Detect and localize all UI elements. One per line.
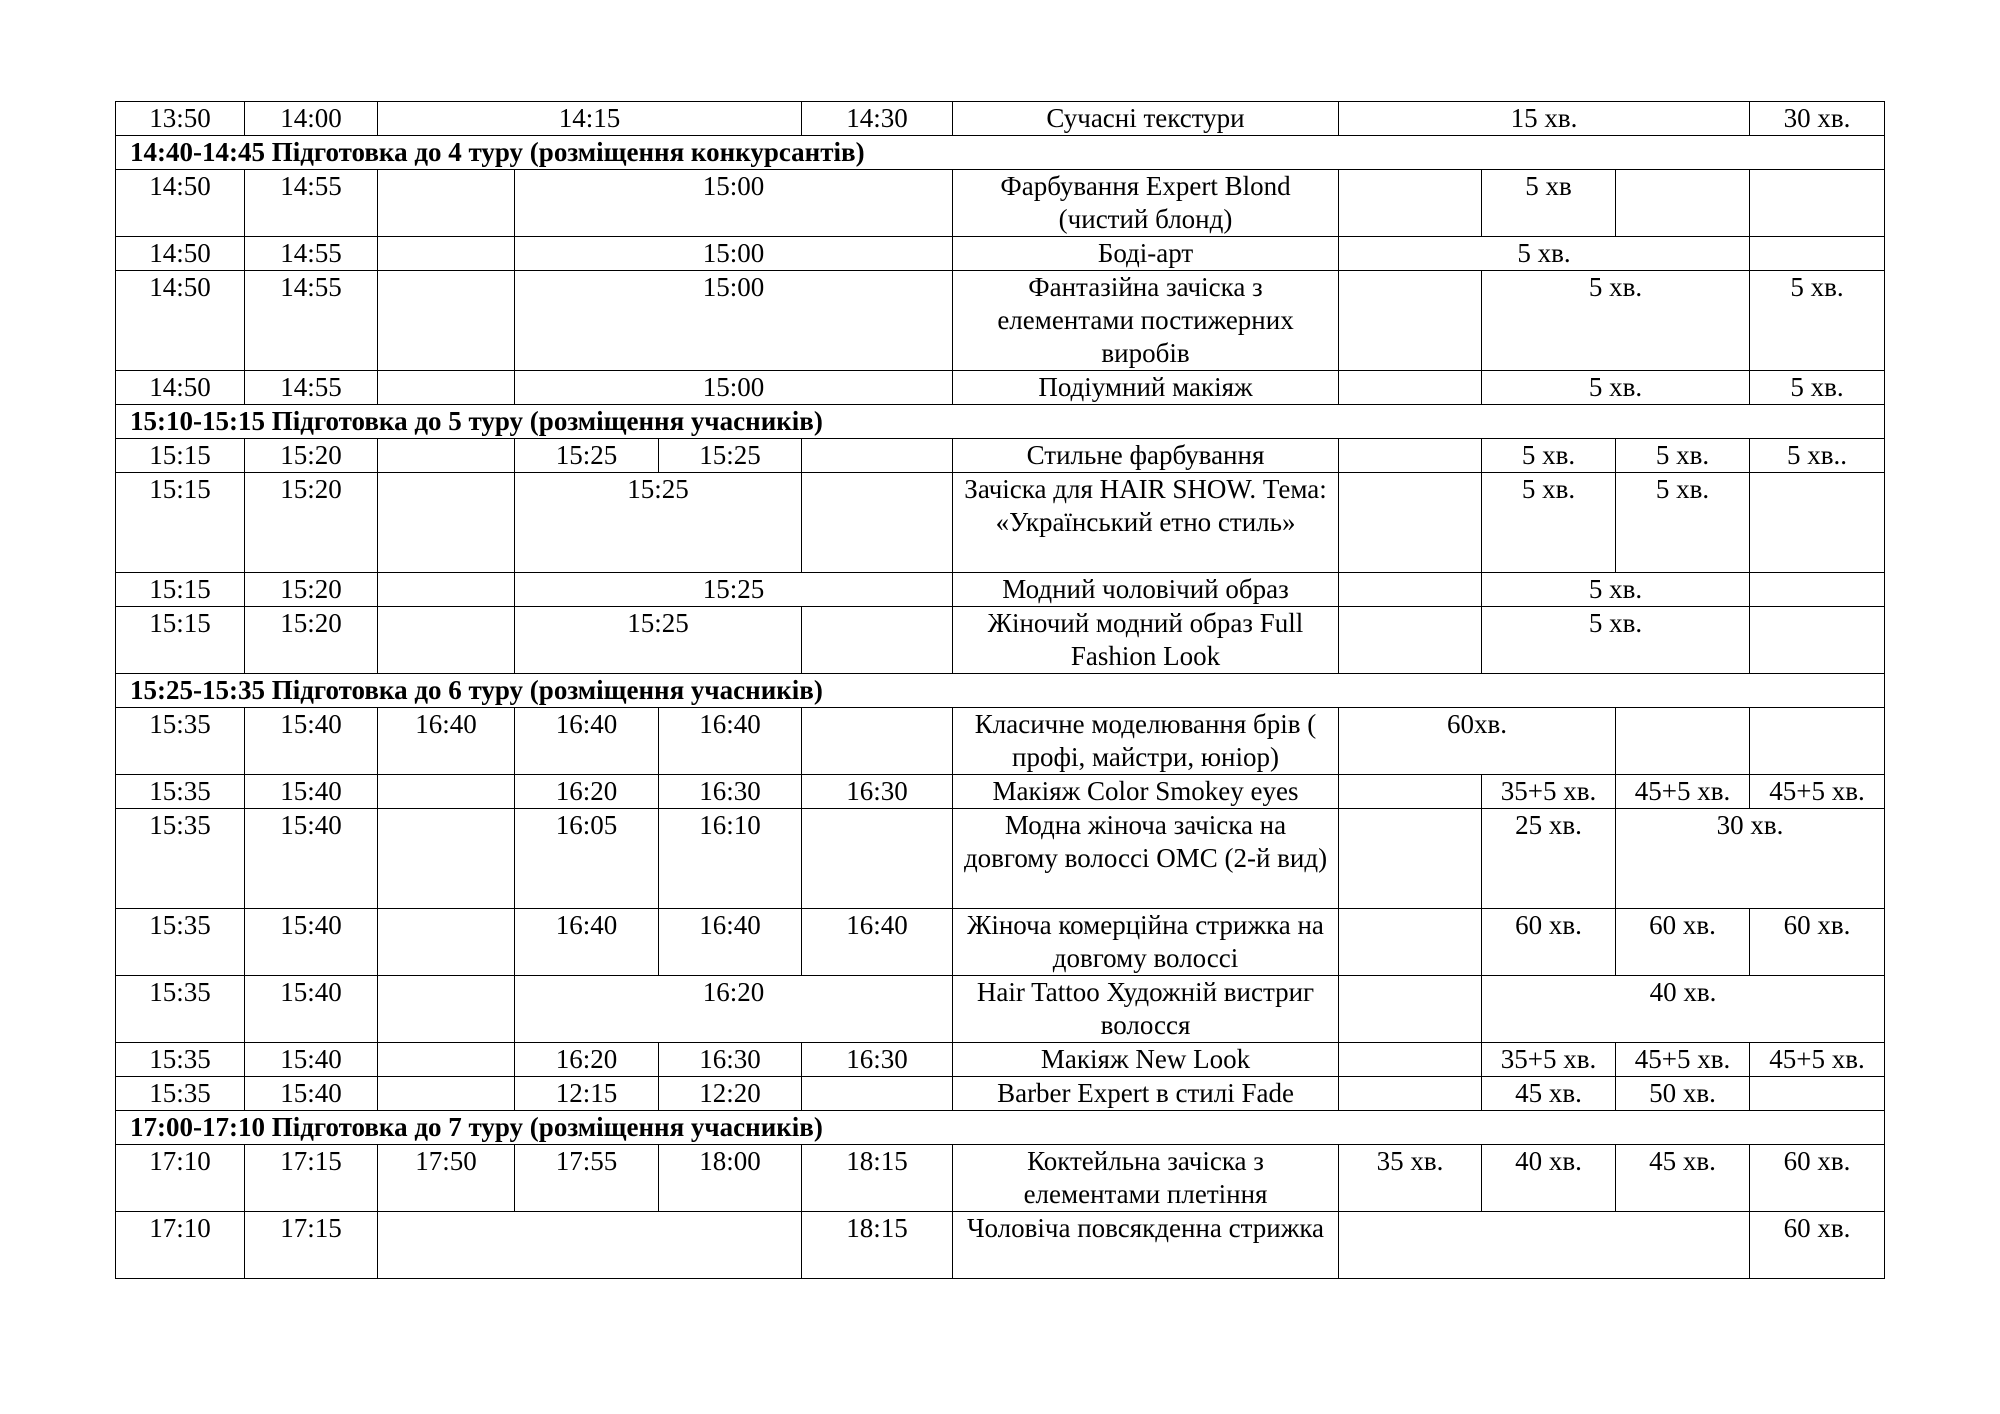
table-cell — [1339, 976, 1482, 1043]
table-cell — [378, 607, 515, 674]
table-cell: 16:20 — [515, 775, 659, 809]
section-title: 15:25-15:35 Підготовка до 6 туру (розміщення учасників) — [116, 674, 1885, 708]
table-cell — [378, 371, 515, 405]
table-cell: 45 хв. — [1616, 1145, 1750, 1212]
section-header-row — [116, 674, 1885, 708]
table-cell: 15:20 — [245, 573, 378, 607]
table-cell: 5 хв — [1482, 170, 1616, 237]
table-cell: 15:40 — [245, 909, 378, 976]
table-row — [116, 909, 1885, 976]
table-cell — [1339, 775, 1482, 809]
table-cell: 16:40 — [659, 909, 802, 976]
table-cell: 15:35 — [116, 809, 245, 909]
table-cell: 16:10 — [659, 809, 802, 909]
table-row — [116, 775, 1885, 809]
table-cell: 16:30 — [659, 775, 802, 809]
table-cell: 14:55 — [245, 371, 378, 405]
table-cell: 15:15 — [116, 607, 245, 674]
table-cell: 15 хв. — [1339, 102, 1750, 136]
table-cell: 16:40 — [515, 909, 659, 976]
table-cell — [1750, 1077, 1885, 1111]
table-cell: 17:10 — [116, 1145, 245, 1212]
table-cell — [378, 473, 515, 573]
table-row — [116, 170, 1885, 237]
table-cell: 5 хв. — [1482, 371, 1750, 405]
table-cell: 30 хв. — [1750, 102, 1885, 136]
table-cell: Боді-арт — [953, 237, 1339, 271]
table-cell — [1339, 1212, 1750, 1279]
table-cell: 15:25 — [515, 439, 659, 473]
table-cell: 14:55 — [245, 170, 378, 237]
table-cell — [1750, 237, 1885, 271]
schedule-body — [116, 102, 1885, 1279]
table-cell: 40 хв. — [1482, 976, 1885, 1043]
table-cell — [1750, 473, 1885, 573]
table-cell — [1339, 1077, 1482, 1111]
table-cell: 30 хв. — [1616, 809, 1885, 909]
table-row — [116, 573, 1885, 607]
table-cell: 35 хв. — [1339, 1145, 1482, 1212]
table-cell — [1616, 170, 1750, 237]
table-cell — [378, 1077, 515, 1111]
table-cell: 5 хв. — [1750, 371, 1885, 405]
table-cell: 15:40 — [245, 976, 378, 1043]
table-cell: Barber Expert в стилі Fade — [953, 1077, 1339, 1111]
table-cell — [1339, 809, 1482, 909]
table-cell: 25 хв. — [1482, 809, 1616, 909]
table-cell: 45+5 хв. — [1750, 1043, 1885, 1077]
table-cell — [1339, 1043, 1482, 1077]
table-cell: 15:25 — [515, 607, 802, 674]
table-cell: 16:40 — [515, 708, 659, 775]
table-cell — [1339, 473, 1482, 573]
table-cell: 16:40 — [378, 708, 515, 775]
section-header-row — [116, 405, 1885, 439]
table-cell: 18:15 — [802, 1145, 953, 1212]
table-cell: 15:40 — [245, 1043, 378, 1077]
table-cell — [378, 439, 515, 473]
table-cell: 15:00 — [515, 237, 953, 271]
table-row — [116, 1145, 1885, 1212]
table-cell: 15:40 — [245, 775, 378, 809]
table-cell: 12:15 — [515, 1077, 659, 1111]
table-cell: 14:50 — [116, 170, 245, 237]
table-cell: 5 хв. — [1616, 439, 1750, 473]
table-cell: 16:40 — [659, 708, 802, 775]
table-cell: 15:15 — [116, 439, 245, 473]
table-cell: 18:15 — [802, 1212, 953, 1279]
table-cell: Класичне моделювання брів ( профі, майстри, юніор) — [953, 708, 1339, 775]
table-cell: 16:30 — [802, 1043, 953, 1077]
table-cell — [378, 170, 515, 237]
table-cell — [802, 473, 953, 573]
section-title: 15:10-15:15 Підготовка до 5 туру (розміщення учасників) — [116, 405, 1885, 439]
table-cell — [1339, 573, 1482, 607]
table-cell: 5 хв. — [1482, 573, 1750, 607]
table-cell: 45 хв. — [1482, 1077, 1616, 1111]
table-row — [116, 473, 1885, 573]
table-row — [116, 271, 1885, 371]
table-cell: 60 хв. — [1616, 909, 1750, 976]
table-cell — [1339, 170, 1482, 237]
table-row — [116, 607, 1885, 674]
table-cell: Чоловіча повсякденна стрижка — [953, 1212, 1339, 1279]
table-row — [116, 1043, 1885, 1077]
table-cell: 15:20 — [245, 439, 378, 473]
table-cell: Коктейльна зачіска з елементами плетіння — [953, 1145, 1339, 1212]
table-cell: 14:55 — [245, 237, 378, 271]
table-cell — [1750, 607, 1885, 674]
table-cell: 17:15 — [245, 1212, 378, 1279]
table-cell — [378, 909, 515, 976]
table-cell: 17:10 — [116, 1212, 245, 1279]
table-cell: 17:15 — [245, 1145, 378, 1212]
table-cell: Макіяж New Look — [953, 1043, 1339, 1077]
table-cell: 5 хв.. — [1750, 439, 1885, 473]
table-cell: Модний чоловічий образ — [953, 573, 1339, 607]
section-header-row — [116, 1111, 1885, 1145]
table-cell: 5 хв. — [1482, 271, 1750, 371]
table-cell: 16:20 — [515, 1043, 659, 1077]
table-cell: 45+5 хв. — [1616, 775, 1750, 809]
table-cell — [1339, 371, 1482, 405]
table-cell: 60 хв. — [1482, 909, 1616, 976]
table-row — [116, 708, 1885, 775]
table-cell: 15:20 — [245, 607, 378, 674]
table-row — [116, 1077, 1885, 1111]
table-cell: 5 хв. — [1482, 439, 1616, 473]
table-cell: 15:00 — [515, 371, 953, 405]
table-cell: Жіночий модний образ Full Fashion Look — [953, 607, 1339, 674]
table-cell: 13:50 — [116, 102, 245, 136]
table-cell: 15:25 — [659, 439, 802, 473]
table-cell: 15:35 — [116, 1077, 245, 1111]
table-cell: 15:35 — [116, 909, 245, 976]
table-cell: 16:20 — [515, 976, 953, 1043]
table-cell — [1750, 170, 1885, 237]
table-cell: Сучасні текстури — [953, 102, 1339, 136]
table-cell: 5 хв. — [1482, 473, 1616, 573]
table-cell: 45+5 хв. — [1750, 775, 1885, 809]
table-cell: Подіумний макіяж — [953, 371, 1339, 405]
table-cell — [378, 1212, 802, 1279]
table-cell: Стильне фарбування — [953, 439, 1339, 473]
table-cell: 5 хв. — [1482, 607, 1750, 674]
table-cell: 50 хв. — [1616, 1077, 1750, 1111]
section-title: 17:00-17:10 Підготовка до 7 туру (розміщення учасників) — [116, 1111, 1885, 1145]
table-cell — [1339, 271, 1482, 371]
table-cell: Фарбування Expert Blond (чистий блонд) — [953, 170, 1339, 237]
table-cell: 14:55 — [245, 271, 378, 371]
table-row — [116, 1212, 1885, 1279]
table-cell: 35+5 хв. — [1482, 1043, 1616, 1077]
table-cell: 5 хв. — [1616, 473, 1750, 573]
table-cell — [802, 1077, 953, 1111]
table-cell — [802, 439, 953, 473]
table-cell: Зачіска для HAIR SHOW. Тема: «Український етно стиль» — [953, 473, 1339, 573]
table-cell — [1339, 909, 1482, 976]
table-cell — [1616, 708, 1750, 775]
table-cell: 17:50 — [378, 1145, 515, 1212]
table-cell: 60 хв. — [1750, 909, 1885, 976]
table-cell: 15:15 — [116, 473, 245, 573]
table-cell: Макіяж Color Smokey eyes — [953, 775, 1339, 809]
table-cell: 15:20 — [245, 473, 378, 573]
table-cell: 15:35 — [116, 1043, 245, 1077]
table-cell: 14:15 — [378, 102, 802, 136]
table-cell: 14:50 — [116, 271, 245, 371]
table-row — [116, 237, 1885, 271]
table-cell: 14:50 — [116, 371, 245, 405]
table-cell: 60хв. — [1339, 708, 1616, 775]
table-cell — [378, 809, 515, 909]
table-cell: 15:25 — [515, 473, 802, 573]
table-cell: 18:00 — [659, 1145, 802, 1212]
table-cell: Hair Tattoo Художній вистриг волосся — [953, 976, 1339, 1043]
table-cell: 15:40 — [245, 708, 378, 775]
table-row — [116, 371, 1885, 405]
table-cell: 15:25 — [515, 573, 953, 607]
table-cell: 16:30 — [802, 775, 953, 809]
table-cell: 15:00 — [515, 271, 953, 371]
table-cell: 5 хв. — [1339, 237, 1750, 271]
table-cell — [378, 775, 515, 809]
table-cell: 14:50 — [116, 237, 245, 271]
table-row — [116, 809, 1885, 909]
table-cell: 14:30 — [802, 102, 953, 136]
table-cell: 15:40 — [245, 809, 378, 909]
table-cell: 15:35 — [116, 775, 245, 809]
section-title: 14:40-14:45 Підготовка до 4 туру (розміщення конкурсантів) — [116, 136, 1885, 170]
table-cell — [378, 271, 515, 371]
table-cell: 45+5 хв. — [1616, 1043, 1750, 1077]
section-header-row — [116, 136, 1885, 170]
table-cell: 17:55 — [515, 1145, 659, 1212]
schedule-table — [115, 101, 1885, 1279]
table-cell: 15:35 — [116, 976, 245, 1043]
table-cell — [1339, 607, 1482, 674]
table-cell — [1339, 439, 1482, 473]
table-cell — [1750, 573, 1885, 607]
table-cell: 60 хв. — [1750, 1212, 1885, 1279]
table-cell: 14:00 — [245, 102, 378, 136]
table-cell — [1750, 708, 1885, 775]
table-cell — [802, 708, 953, 775]
table-cell: 15:15 — [116, 573, 245, 607]
table-row — [116, 439, 1885, 473]
table-cell: 15:35 — [116, 708, 245, 775]
table-cell: Модна жіноча зачіска на довгому волоссі ОМС (2-й вид) — [953, 809, 1339, 909]
table-cell: 16:40 — [802, 909, 953, 976]
table-cell — [378, 573, 515, 607]
table-cell — [378, 237, 515, 271]
table-row — [116, 976, 1885, 1043]
table-cell — [378, 1043, 515, 1077]
table-cell: 16:30 — [659, 1043, 802, 1077]
table-cell: 15:00 — [515, 170, 953, 237]
table-cell: Фантазійна зачіска з елементами постижерних виробів — [953, 271, 1339, 371]
table-cell: 60 хв. — [1750, 1145, 1885, 1212]
table-cell — [378, 976, 515, 1043]
table-row — [116, 102, 1885, 136]
table-cell: Жіноча комерційна стрижка на довгому волоссі — [953, 909, 1339, 976]
table-cell: 15:40 — [245, 1077, 378, 1111]
table-cell: 12:20 — [659, 1077, 802, 1111]
table-cell: 35+5 хв. — [1482, 775, 1616, 809]
table-cell: 40 хв. — [1482, 1145, 1616, 1212]
table-cell — [802, 607, 953, 674]
table-cell: 5 хв. — [1750, 271, 1885, 371]
table-cell — [802, 809, 953, 909]
table-cell: 16:05 — [515, 809, 659, 909]
